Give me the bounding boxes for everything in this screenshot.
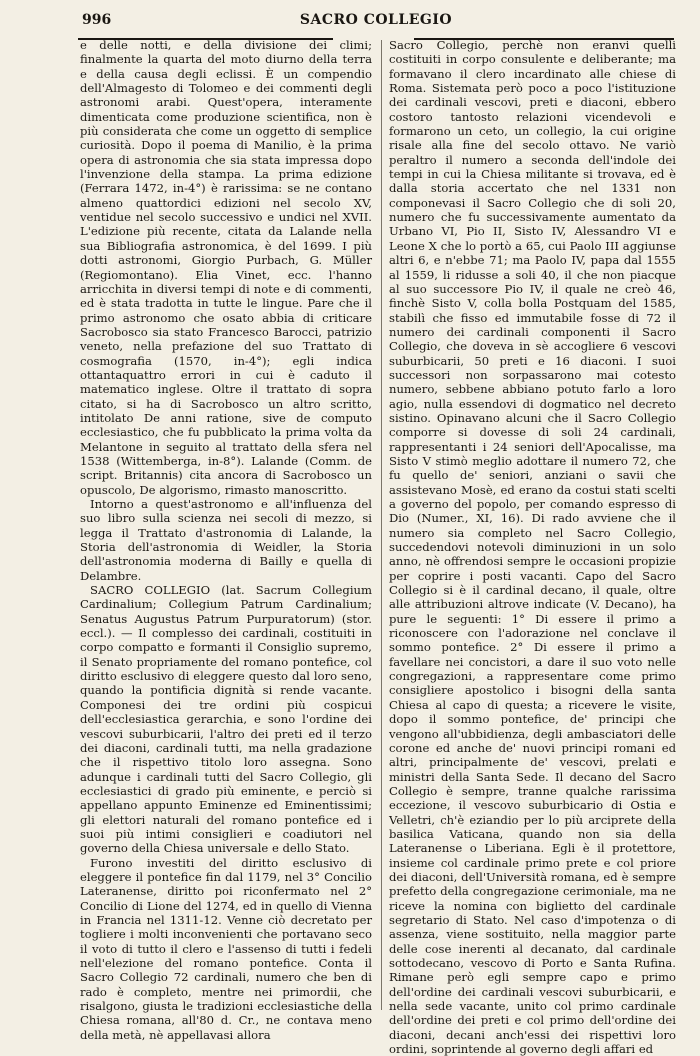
paragraph: Furono investiti del diritto esclusivo di eleggere il pontefice fin dal 1179, nel 3° Concilio Lateranense, diritto poi riconfermato nel 2° Concilio di Lione del 1274, ed in quello di Vienna in Francia nel 1311-12. Venne ciò decretato per togliere i molti inconvenienti che portavano seco il voto di tutto il clero e l'assenso di tutti i fedeli nell'elezione del romano pontefice. Conta il Sacro Collegio 72 cardinali, numero che ben di rado è completo, mentre nei primordii, che risalgono, giusta le tradizioni ecclesiastiche della Chiesa romana, all'80 d. Cr., ne contava meno della metà, nè appellavasi allora bbox=[80, 855, 372, 1042]
right-column bbox=[389, 38, 676, 1056]
paragraph: Sacro Collegio, perchè non eranvi quelli costituiti in corpo consulente e deliberante; ma formavano il clero incardinato alle chiese di Roma. Sistemata però poco a poco l'istituzione dei cardinali vescovi, preti e diaconi, ebbero costoro tantosto relazioni vicendevoli e formarono un ceto, un collegio, la cui origine risale alla fine del secolo ottavo. Ne variò peraltro il numero a seconda dell'indole dei tempi in cui la Chiesa militante si trovava, ed è dalla storia accertato che nel 1331 non componevasi il Sacro Collegio che di soli 20, numero che fu successivamente aumentato da Urbano VI, Pio II, Sisto IV, Alessandro VI e Leone X che lo portò a 65, cui Paolo III aggiunse altri 6, e n'ebbe 71; ma Paolo IV, papa dal 1555 al 1559, li ridusse a soli 40, il che non piacque al suo successore Pio IV, il quale ne creò 46, finchè Sisto V, colla bolla Postquam del 1585, stabilì che fisso ed immutabile fosse di 72 il numero dei cardinali componenti il Sacro Collegio, che doveva in sè accogliere 6 vescovi suburbicarii, 50 preti e 16 diaconi. I suoi successori non sorpassarono mai cotesto numero, sebbene abbiano potuto farlo a loro agio, nulla essendovi di dogmatico nel decreto sistino. Opinavano alcuni che il Sacro Collegio comporre si dovesse di soli 24 cardinali, rappresentanti i 24 seniori dell'Apocalisse, ma Sisto V stimò meglio adottare il numero 72, che fu quello de' seniori, anziani o savii che assistevano Mosè, ed erano da costui stati scelti a governo del popolo, per comando espresso di Dio (Numer., XI, 16). Di rado avviene che il numero sia completo nel Sacro Collegio, succedendovi notevoli diminuzioni in un solo anno, nè offrendosi sempre le occasioni propizie per coprire i posti vacanti. Capo del Sacro Collegio si è il cardinal decano, il quale, oltre alle attribuzioni altrove indicate (V. Decano), ha pure le seguenti: 1° Di essere il primo a riconoscere con l'adorazione nel conclave il sommo pontefice. 2° Di essere il primo a favellare nei concistori, a dare il suo voto nelle congregazioni, a rappresentare come primo consigliere apostolico i bisogni della santa Chiesa al capo di questa; a ricevere le visite, dopo il sommo pontefice, de' principi che vengono all'ubbidienza, degli ambasciatori delle corone ed anche de' nuovi principi romani ed altri, principalmente de' vescovi, prelati e ministri della Santa Sede. Il decano del Sacro Collegio è sempre, tranne qualche rarissima eccezione, il vescovo suburbicario di Ostia e Velletri, ch'è eziandio per lo più arciprete della basilica Vaticana, quando non sia della Lateranense o Liberiana. Egli è il protettore, insieme col cardinale primo prete e col priore dei diaconi, dell'Università romana, ed è sempre prefetto della congregazione cerimoniale, ma ne riceve la nomina con biglietto del cardinale segretario di Stato. Nel caso d'impotenza o di assenza, viene sostituito, nella maggior parte delle cose inerenti al decanato, dal cardinale sottodecano, vescovo di Porto e Santa Rufina. Rimane però egli sempre capo e primo dell'ordine dei cardinali vescovi suburbicarii, e nella sede vacante, unito col primo cardinale dell'ordine dei preti e col primo dell'ordine dei diaconi, decani anch'essi dei rispettivi loro ordini, soprintende al governo degli affari ed bbox=[389, 38, 676, 1056]
running-title: SACRO COLLEGIO bbox=[299, 12, 453, 28]
paragraph: Intorno a quest'astronomo e all'influenza del suo libro sulla scienza nei secoli di mezzo, si legga il Trattato d'astronomia di Lalande, la Storia dell'astronomia di Weidler, la Storia dell'astronomia moderna di Bailly e quella di Delambre. bbox=[80, 497, 372, 583]
page-number: 996 bbox=[82, 12, 112, 28]
paragraph: SACRO COLLEGIO (lat. Sacrum Collegium Cardinalium; Collegium Patrum Cardinalium; Senatus Augustus Patrum Purpuratorum) (stor. eccl.). — Il complesso dei cardinali, costituiti in corpo compatto e formanti il Consiglio supremo, il Senato propriamente del romano pontefice, col diritto esclusivo di eleggere questo dal loro seno, quando la pontificia dignità si rende vacante. Componesi dei tre ordini più cospicui dell'ecclesiastica gerarchia, e sono l'ordine dei vescovi suburbicarii, l'altro dei preti ed il terzo dei diaconi, cardinali tutti, ma nella gradazione che il rispettivo titolo loro assegna. Sono adunque i cardinali tutti del Sacro Collegio, gli ecclesiastici di grado più eminente, e perciò si appellano appunto Eminenze ed Eminentissimi; gli elettori naturali del romano pontefice ed i suoi più intimi consiglieri e coadiutori nel governo della Chiesa universale e dello Stato. bbox=[80, 583, 372, 856]
page-header bbox=[78, 8, 674, 30]
paragraph: e delle notti, e della divisione dei climi; finalmente la quarta del moto diurno della terra e della causa degli eclissi. È un compendio dell'Almagesto di Tolomeo e dei commenti degli astronomi arabi. Quest'opera, interamente dimenticata come produzione scientifica, non è più considerata che come un oggetto di semplice curiosità. Dopo il poema di Manilio, è la prima opera di astronomia che sia stata impressa dopo l'invenzione della stampa. La prima edizione (Ferrara 1472, in-4°) è rarissima: se ne contano almeno quattordici edizioni nel secolo XV, ventidue nel secolo successivo e undici nel XVII. L'edizione più recente, citata da Lalande nella sua Bibliografia astronomica, è del 1699. I più dotti astronomi, Giorgio Purbach, G. Müller (Regiomontano). Elia Vinet, ecc. l'hanno arricchita in diversi tempi di note e di commenti, ed è stata tradotta in tutte le lingue. Pare che il primo astronomo che osato abbia di criticare Sacrobosco sia stato Francesco Barocci, patrizio veneto, nella prefazione del suo Trattato di cosmografia (1570, in-4°); egli indica ottantaquattro errori in cui è caduto il matematico inglese. Oltre il trattato di sopra citato, si ha di Sacrobosco un altro scritto, intitolato De anni ratione, sive de computo ecclesiastico, che fu pubblicato la prima volta da Melantone in seguito al trattato della sfera nel 1538 (Wittemberga, in-8°). Lalande (Comm. de script. Britannis) cita ancora di Sacrobosco un opuscolo, De algorismo, rimasto manoscritto. bbox=[80, 38, 372, 497]
column-separator bbox=[381, 40, 382, 1010]
left-column bbox=[80, 38, 372, 1042]
